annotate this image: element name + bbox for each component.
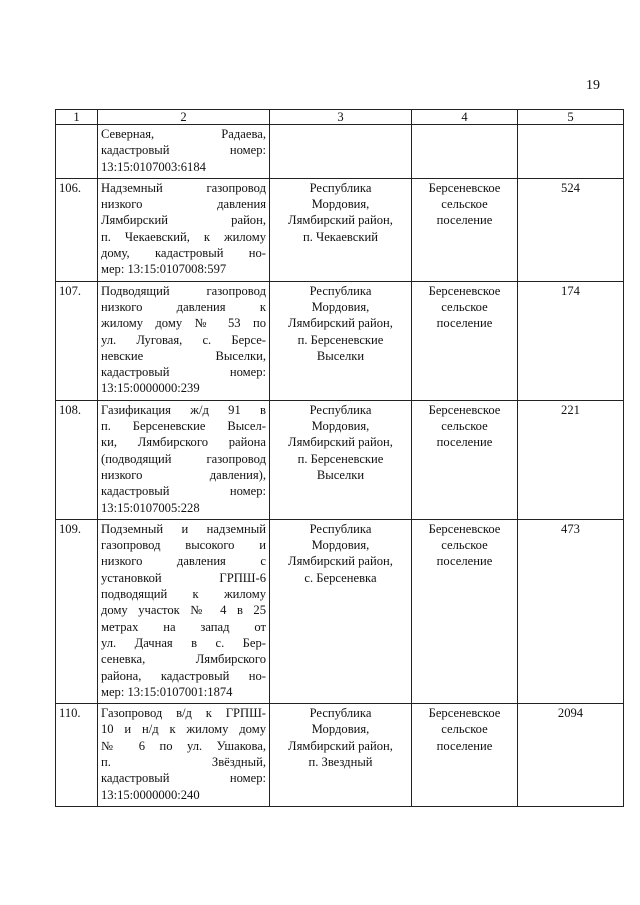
pipeline-length: 473: [518, 519, 624, 703]
settlement-line: сельское: [441, 419, 488, 434]
table-row: [56, 178, 624, 281]
table-row: [56, 704, 624, 807]
object-description: [98, 125, 270, 179]
header-col-1: 1: [56, 110, 98, 125]
table-row: [56, 125, 624, 179]
row-number: 106.: [56, 178, 98, 281]
description-line: 13:15:0000000:240: [101, 787, 200, 802]
description-line: п. Берсеневские Высел-: [101, 419, 266, 434]
description-line: кадастровый номер:: [101, 365, 266, 380]
description-line: мер: 13:15:0107001:1874: [101, 684, 233, 699]
description-line: Подземный и надземный: [101, 521, 266, 536]
object-description: [98, 400, 270, 519]
location-line: Мордовия,: [311, 538, 370, 553]
row-number: 109.: [56, 519, 98, 703]
description-line: ки, Лямбирского района: [101, 435, 266, 450]
header-col-3: 3: [270, 110, 412, 125]
header-col-2: 2: [98, 110, 270, 125]
description-line: Северная, Радаева,: [101, 127, 266, 141]
description-line: кадастровый номер:: [101, 143, 266, 158]
location-line: Мордовия,: [311, 299, 370, 314]
row-number: 108.: [56, 400, 98, 519]
description-line: невские Выселки,: [101, 348, 266, 363]
description-line: газопровод высокого и: [101, 538, 266, 553]
settlement-line: Берсеневское: [428, 402, 501, 417]
object-location: [270, 281, 412, 400]
description-line: низкого давления с: [101, 554, 266, 569]
registry-table: [55, 109, 624, 807]
object-location: [270, 704, 412, 807]
location-line: п. Берсеневские: [297, 451, 384, 466]
settlement-line: поселение: [436, 554, 493, 569]
location-line: Выселки: [316, 467, 365, 482]
pipeline-length: 2094: [518, 704, 624, 807]
description-line: Газопровод в/д к ГРПШ-: [101, 706, 266, 721]
object-location: [270, 400, 412, 519]
row-number: 107.: [56, 281, 98, 400]
location-line: Лямбирский район,: [288, 738, 393, 753]
description-line: ул. Дачная в с. Бер-: [101, 635, 266, 650]
description-line: № 6 по ул. Ушакова,: [101, 738, 266, 753]
description-line: метрах на запад от: [101, 619, 266, 634]
table-header-row: [56, 110, 624, 125]
settlement-line: Берсеневское: [428, 706, 501, 721]
location-line: Лямбирский район,: [288, 435, 393, 450]
settlement-line: Берсеневское: [428, 283, 501, 298]
description-line: установкой ГРПШ-6: [101, 570, 266, 585]
description-line: Надземный газопровод: [101, 180, 266, 195]
settlement: [412, 400, 518, 519]
pipeline-length: 221: [518, 400, 624, 519]
description-line: кадастровый номер:: [101, 771, 266, 786]
settlement-line: поселение: [436, 738, 493, 753]
table-row: [56, 281, 624, 400]
settlement-line: Берсеневское: [428, 521, 501, 536]
table-row: [56, 400, 624, 519]
settlement-line: поселение: [436, 213, 493, 228]
object-location: [270, 125, 412, 179]
description-line: ул. Луговая, с. Берсе-: [101, 332, 266, 347]
description-line: жилому дому № 53 по: [101, 316, 266, 331]
header-col-4: 4: [412, 110, 518, 125]
description-line: п. Звёздный,: [101, 754, 266, 769]
location-line: п. Берсеневские: [297, 332, 384, 347]
object-description: [98, 281, 270, 400]
location-line: Лямбирский район,: [288, 316, 393, 331]
location-line: Лямбирский район,: [288, 213, 393, 228]
location-line: Мордовия,: [311, 722, 370, 737]
location-line: с. Берсеневка: [304, 570, 377, 585]
location-line: Республика: [309, 180, 372, 195]
description-line: сеневка, Лямбирского: [101, 652, 266, 667]
location-line: Республика: [309, 521, 372, 536]
object-description: [98, 519, 270, 703]
location-line: Республика: [309, 706, 372, 721]
description-line: (подводящий газопровод: [101, 451, 266, 466]
description-line: подводящий к жилому: [101, 587, 266, 602]
location-line: Республика: [309, 402, 372, 417]
location-line: п. Звездный: [308, 754, 373, 769]
settlement: [412, 125, 518, 179]
description-line: низкого давления: [101, 197, 266, 212]
settlement: [412, 519, 518, 703]
row-number: 110.: [56, 704, 98, 807]
pipeline-length: 174: [518, 281, 624, 400]
object-location: [270, 178, 412, 281]
object-location: [270, 519, 412, 703]
location-line: Мордовия,: [311, 197, 370, 212]
description-line: дому участок № 4 в 25: [101, 603, 266, 618]
pipeline-length: 524: [518, 178, 624, 281]
settlement: [412, 704, 518, 807]
settlement-line: сельское: [441, 722, 488, 737]
page-number: 19: [586, 78, 600, 93]
settlement-line: Берсеневское: [428, 180, 501, 195]
description-line: низкого давления),: [101, 467, 266, 482]
settlement: [412, 178, 518, 281]
location-line: п. Чекаевский: [303, 229, 378, 244]
description-line: кадастровый номер:: [101, 484, 266, 499]
object-description: [98, 178, 270, 281]
location-line: Лямбирский район,: [288, 554, 393, 569]
description-line: дому, кадастровый но-: [101, 246, 266, 261]
description-line: 13:15:0107005:228: [101, 500, 200, 515]
table-row: [56, 519, 624, 703]
description-line: Лямбирский район,: [101, 213, 266, 228]
description-line: 13:15:0107003:6184: [101, 159, 206, 174]
settlement-line: сельское: [441, 197, 488, 212]
row-number: [56, 125, 98, 179]
settlement-line: сельское: [441, 299, 488, 314]
description-line: п. Чекаевский, к жилому: [101, 229, 266, 244]
description-line: Подводящий газопровод: [101, 283, 266, 298]
description-line: 13:15:0000000:239: [101, 381, 200, 396]
location-line: Выселки: [316, 348, 365, 363]
settlement-line: сельское: [441, 538, 488, 553]
description-line: района, кадастровый но-: [101, 668, 266, 683]
description-line: 10 и н/д к жилому дому: [101, 722, 266, 737]
location-line: Мордовия,: [311, 419, 370, 434]
description-line: мер: 13:15:0107008:597: [101, 262, 227, 277]
header-col-5: 5: [518, 110, 624, 125]
pipeline-length: [518, 125, 624, 179]
description-line: низкого давления к: [101, 299, 266, 314]
location-line: Республика: [309, 283, 372, 298]
description-line: Газификация ж/д 91 в: [101, 402, 266, 417]
settlement: [412, 281, 518, 400]
settlement-line: поселение: [436, 316, 493, 331]
settlement-line: поселение: [436, 435, 493, 450]
object-description: [98, 704, 270, 807]
